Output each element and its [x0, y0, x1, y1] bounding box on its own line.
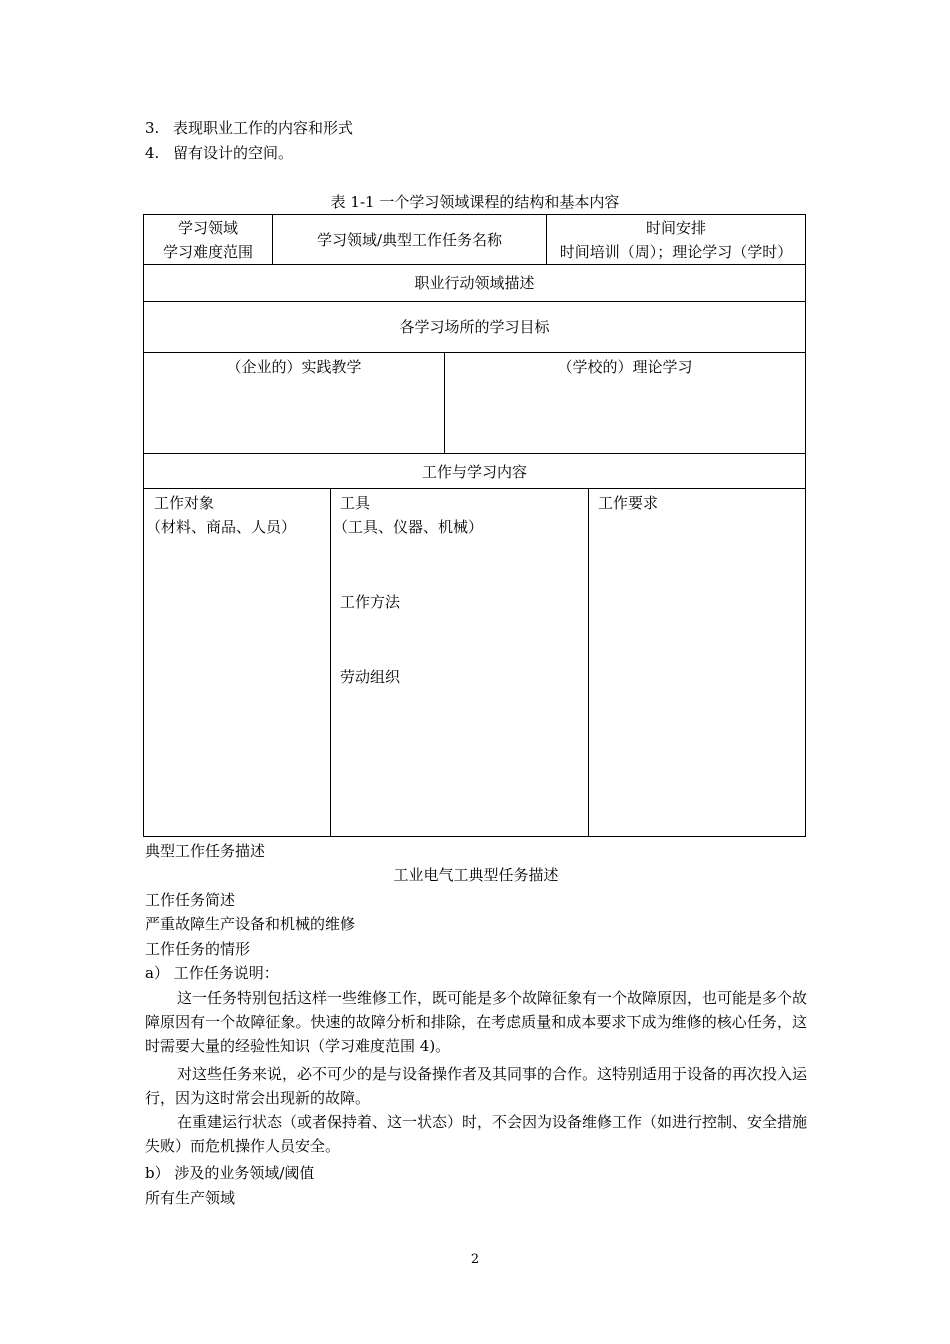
work-requirements: 工作要求 [598, 494, 659, 512]
list-number: 4. [145, 144, 160, 162]
table-caption: 表 1-1 一个学习领域课程的结构和基本内容 [330, 193, 620, 211]
list-number: 3. [145, 119, 160, 137]
header-time-schedule: 时间安排 [645, 219, 706, 237]
all-production-areas: 所有生产领域 [145, 1189, 236, 1207]
page-number: 2 [470, 1252, 480, 1267]
list-item-3 [145, 118, 353, 138]
task-brief: 严重故障生产设备和机械的维修 [145, 915, 356, 933]
header-difficulty-range: 学习难度范围 [162, 243, 253, 261]
work-methods: 工作方法 [340, 593, 401, 611]
task-situation-label: 工作任务的情形 [145, 940, 251, 958]
paragraph-1: 这一任务特别包括这样一些维修工作，既可能是多个故障征象有一个故障原因，也可能是多个故障原因有一个故障征象。快速的故障分析和排除，在考虑质量和成本要求下成为维修的核心任务，这时需要大量的经验性知识（学习难度范围 4)。 [145, 989, 808, 1055]
row-learning-goals: 各学习场所的学习目标 [399, 318, 550, 336]
section-b-heading: b） 涉及的业务领域/阈值 [145, 1164, 315, 1182]
list-text: 留有设计的空间。 [173, 144, 294, 162]
header-time-detail: 时间培训（周）；理论学习（学时） [559, 243, 793, 261]
task-brief-label: 工作任务简述 [145, 891, 236, 909]
row-action-field: 职业行动领域描述 [414, 274, 535, 292]
work-object: 工作对象 [154, 494, 215, 512]
enterprise-practice: （企业的）实践教学 [226, 358, 362, 376]
row-work-content: 工作与学习内容 [421, 463, 527, 481]
header-task-name: 学习领域/典型工作任务名称 [316, 231, 503, 249]
tools-detail: （工具、仪器、机械） [333, 518, 484, 536]
section-a-heading: a） 工作任务说明： [145, 964, 279, 982]
paragraph-3: 在重建运行状态（或者保持着、这一状态）时，不会因为设备维修工作（如进行控制、安全措施失败）而危机操作人员安全。 [145, 1113, 808, 1155]
header-learning-field: 学习领域 [177, 219, 238, 237]
list-item-4 [145, 143, 293, 163]
labor-organization: 劳动组织 [340, 668, 401, 686]
typical-task-description-label: 典型工作任务描述 [145, 842, 266, 860]
school-theory: （学校的）理论学习 [557, 358, 693, 376]
tools: 工具 [340, 494, 371, 512]
section-title: 工业电气工典型任务描述 [393, 866, 559, 884]
paragraph-2: 对这些任务来说，必不可少的是与设备操作者及其同事的合作。这特别适用于设备的再次投入运行，因为这时常会出现新的故障。 [145, 1065, 808, 1107]
list-text: 表现职业工作的内容和形式 [173, 119, 354, 137]
work-object-detail: （材料、商品、人员） [146, 518, 297, 536]
